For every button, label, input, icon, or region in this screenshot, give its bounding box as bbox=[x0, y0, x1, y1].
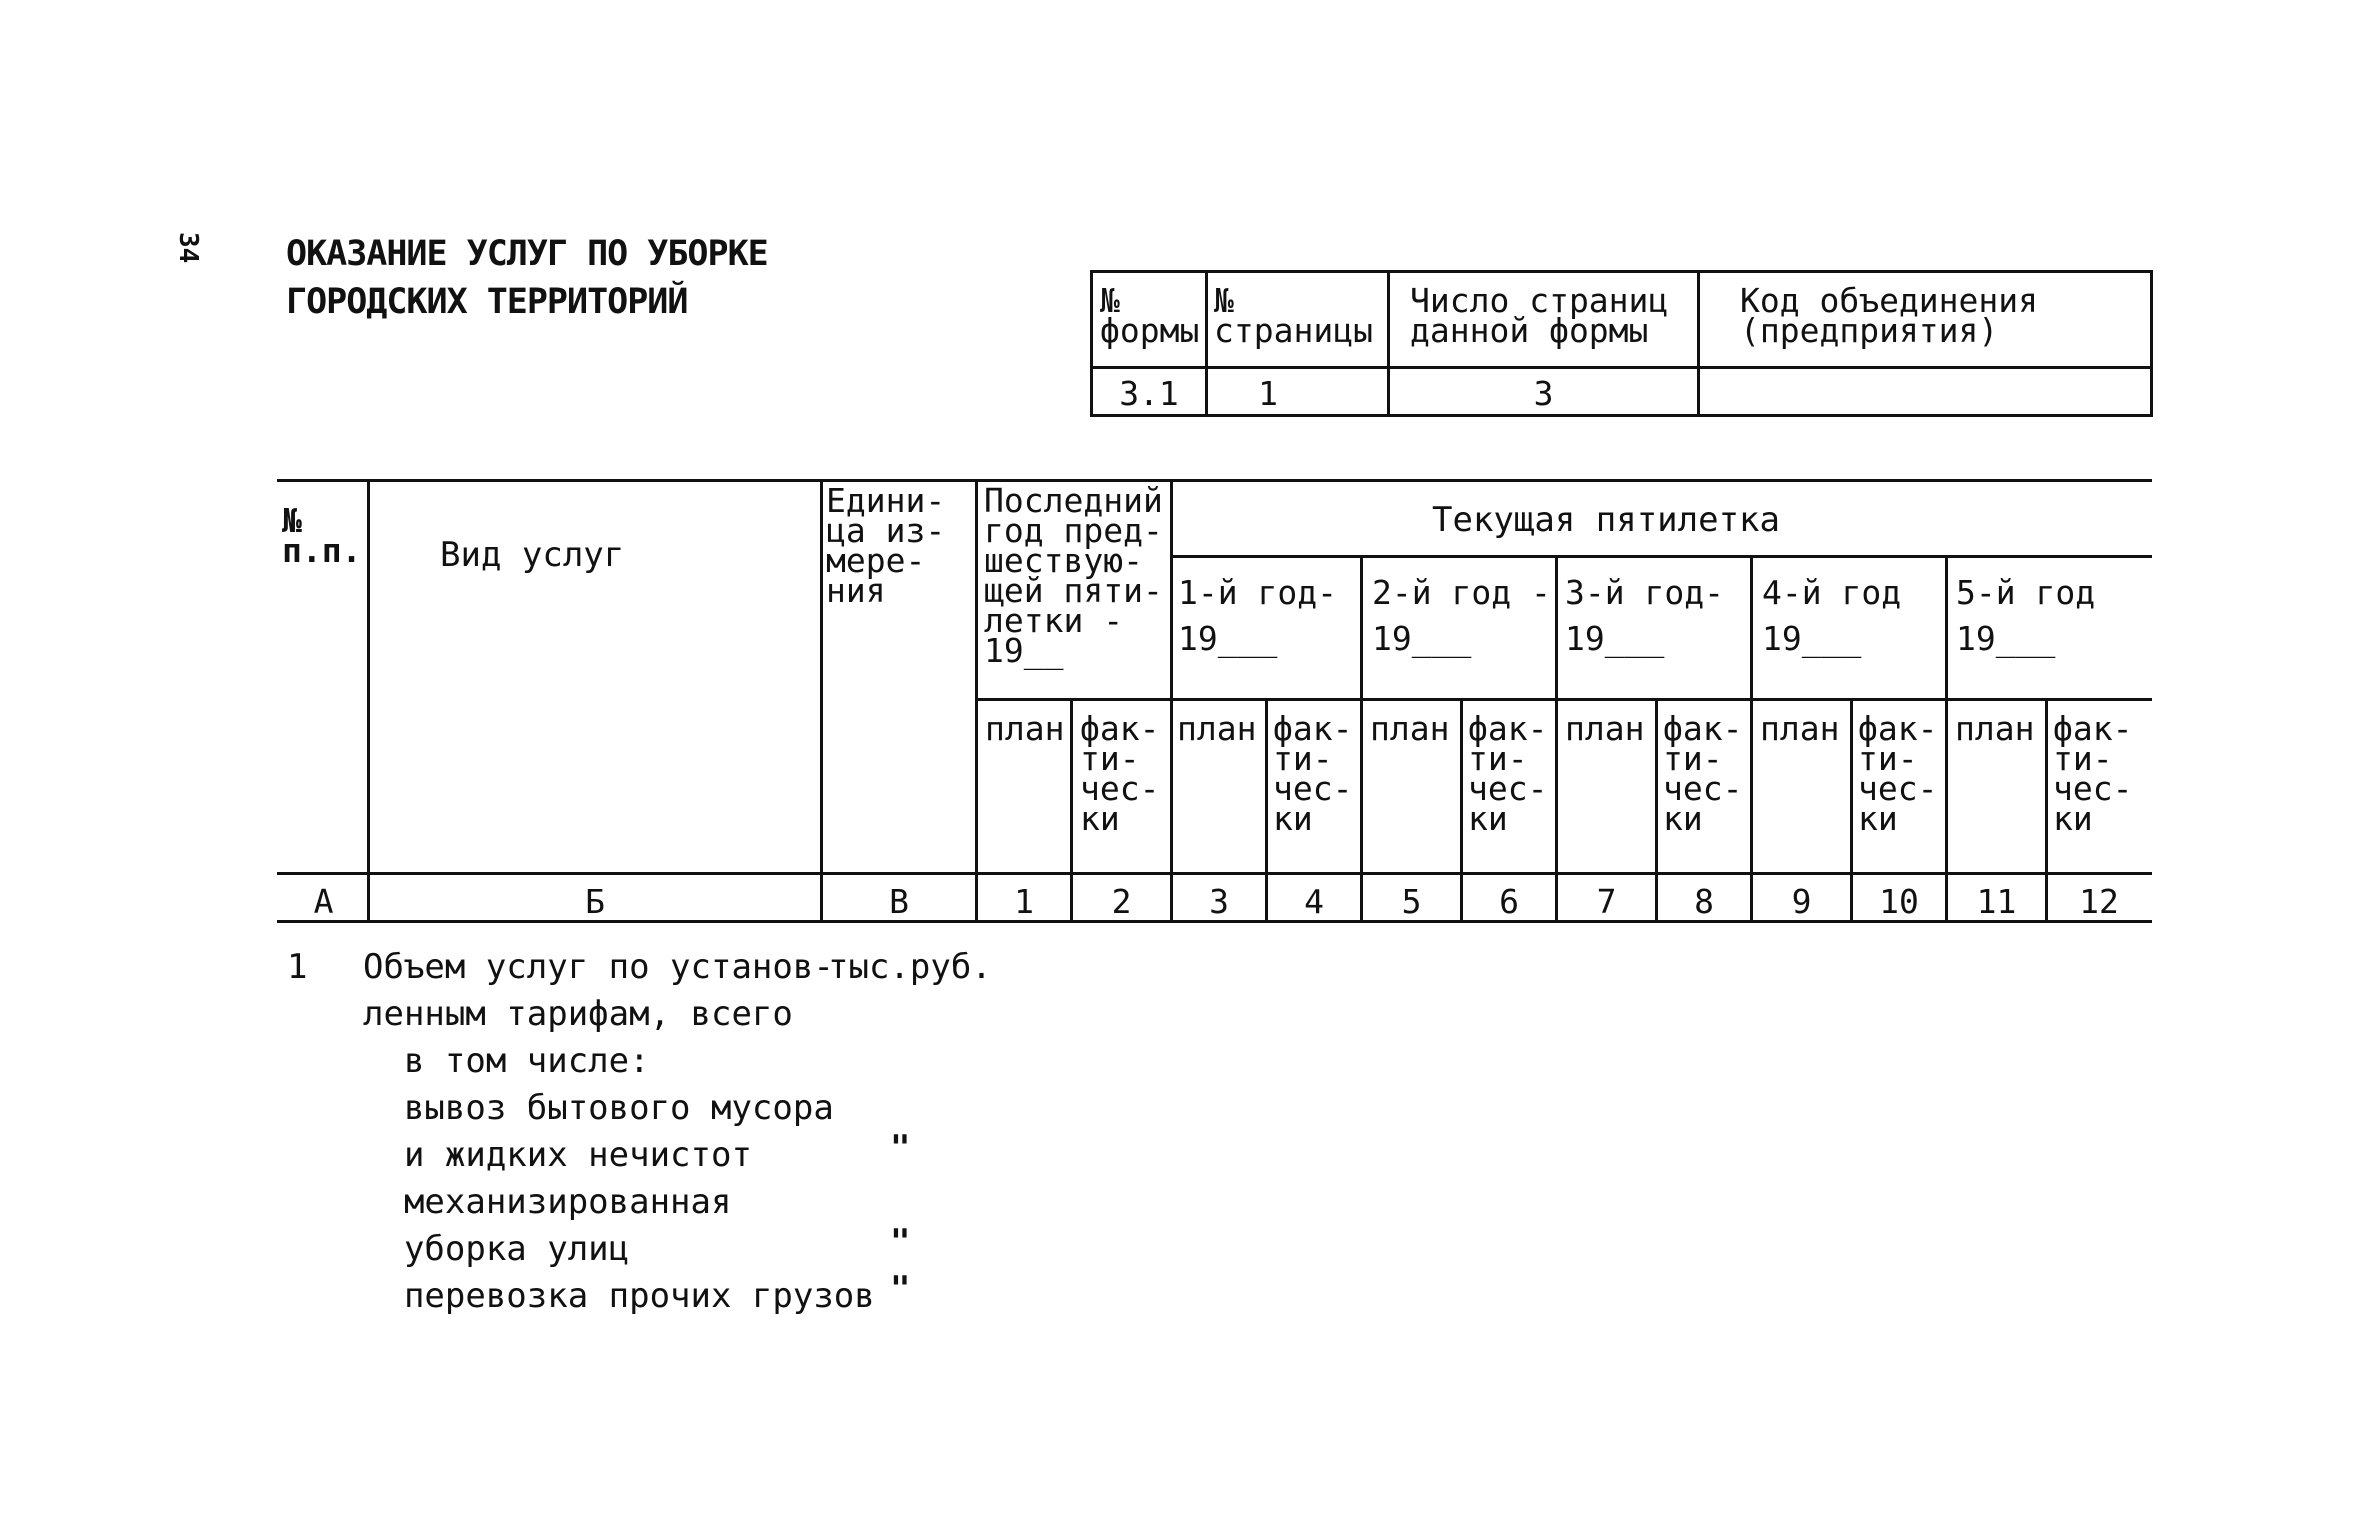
form-number-header: № формы bbox=[1100, 281, 1200, 350]
last-year-fact-label: фак- ти- чес- ки bbox=[1080, 709, 1160, 838]
index-cell: 1 bbox=[1014, 882, 1034, 921]
page-number-value: 1 bbox=[1258, 374, 1278, 413]
year-4-fact-label: фак- ти- чес- ки bbox=[1858, 709, 1938, 838]
index-cell: 2 bbox=[1111, 882, 1132, 921]
vline-service bbox=[820, 479, 823, 923]
form-box-mid-border bbox=[1090, 366, 2152, 369]
form-box-divider-3 bbox=[1697, 270, 1700, 417]
plan-fact-top-border bbox=[977, 698, 2152, 701]
service-line: в том числе: bbox=[363, 1041, 650, 1081]
year-5-header: 5-й год 19___ bbox=[1956, 573, 2096, 658]
index-cell: 12 bbox=[2079, 882, 2119, 921]
index-row-top-border bbox=[277, 872, 2152, 875]
year-2-fact-label: фак- ти- чес- ки bbox=[1468, 709, 1548, 838]
last-year-plan-label: план bbox=[985, 709, 1065, 748]
vline-year-1 bbox=[1360, 555, 1363, 923]
year-4-header: 4-й год 19___ bbox=[1762, 573, 1902, 658]
index-cell: 11 bbox=[1976, 882, 2017, 921]
col-last-year-header: Последний год пред- шествую- щей пяти- летки - 19__ bbox=[984, 481, 1163, 670]
year-3-fact-label: фак- ти- чес- ки bbox=[1663, 709, 1743, 838]
ditto-mark: " bbox=[890, 1269, 911, 1309]
index-cell: 8 bbox=[1694, 882, 1714, 921]
year-3-plan-label: план bbox=[1565, 709, 1645, 748]
page-count-value: 3 bbox=[1533, 374, 1554, 413]
form-box-top-border bbox=[1090, 270, 2152, 273]
unit-value: тыс.руб. bbox=[828, 947, 992, 987]
index-cell: Б bbox=[585, 882, 605, 921]
title-line-2: ГОРОДСКИХ ТЕРРИТОРИЙ bbox=[286, 282, 688, 322]
page-number-header: № страницы bbox=[1214, 281, 1373, 350]
year-2-plan-label: план bbox=[1370, 709, 1450, 748]
col-no-header: № п.п. bbox=[282, 501, 362, 570]
year-1-header: 1-й год- 19___ bbox=[1178, 573, 1337, 658]
ditto-mark: " bbox=[890, 1128, 911, 1168]
index-cell: В bbox=[889, 882, 909, 921]
ditto-mark: " bbox=[890, 1222, 911, 1262]
vline-year-3 bbox=[1750, 555, 1753, 923]
page-count-header: Число страниц данной формы bbox=[1410, 281, 1669, 350]
form-box-right-border bbox=[2150, 270, 2153, 417]
vline-year-4 bbox=[1945, 555, 1948, 923]
index-cell: 10 bbox=[1879, 882, 1919, 921]
form-box-bottom-border bbox=[1090, 414, 2152, 417]
year-2-header: 2-й год - 19___ bbox=[1372, 573, 1551, 658]
service-line: вывоз бытового мусора bbox=[363, 1088, 834, 1128]
col-unit-header: Едини- ца из- мере- ния bbox=[826, 481, 946, 610]
index-cell: 9 bbox=[1791, 882, 1812, 921]
col-service-header: Вид услуг bbox=[440, 535, 625, 575]
page-number: 34 bbox=[173, 232, 203, 264]
service-line: уборка улиц bbox=[363, 1229, 630, 1269]
index-cell: 6 bbox=[1499, 882, 1519, 921]
vline-no bbox=[367, 479, 370, 923]
service-line: механизированная bbox=[363, 1182, 732, 1222]
service-line: Объем услуг по установ- bbox=[363, 947, 834, 987]
enterprise-code-header: Код объединения (предприятия) bbox=[1740, 281, 2039, 350]
service-line: перевозка прочих грузов bbox=[363, 1276, 875, 1316]
vline-unit bbox=[975, 479, 978, 923]
vline-last-year bbox=[1170, 479, 1173, 923]
index-cell: 3 bbox=[1209, 882, 1229, 921]
table-top-border bbox=[277, 479, 2152, 482]
row-number: 1 bbox=[287, 947, 308, 987]
service-line: и жидких нечистот bbox=[363, 1135, 752, 1175]
form-number-value: 3.1 bbox=[1119, 374, 1179, 413]
title-line-1: ОКАЗАНИЕ УСЛУГ ПО УБОРКЕ bbox=[286, 234, 768, 274]
year-4-plan-label: план bbox=[1760, 709, 1840, 748]
year-1-plan-label: план bbox=[1177, 709, 1257, 748]
vline-year-2 bbox=[1555, 555, 1558, 923]
year-5-fact-label: фак- ти- чес- ки bbox=[2053, 709, 2133, 838]
page-title bbox=[286, 230, 768, 326]
index-cell: 7 bbox=[1596, 882, 1617, 921]
year-3-header: 3-й год- 19___ bbox=[1565, 573, 1724, 658]
index-cell: А bbox=[313, 882, 334, 921]
year-1-fact-label: фак- ти- чес- ки bbox=[1273, 709, 1353, 838]
service-line: ленным тарифам, всего bbox=[363, 994, 793, 1034]
current-plan-header: Текущая пятилетка bbox=[1432, 500, 1780, 540]
index-cell: 4 bbox=[1304, 882, 1324, 921]
index-cell: 5 bbox=[1401, 882, 1422, 921]
years-top-border bbox=[1172, 555, 2152, 558]
year-5-plan-label: план bbox=[1955, 709, 2035, 748]
